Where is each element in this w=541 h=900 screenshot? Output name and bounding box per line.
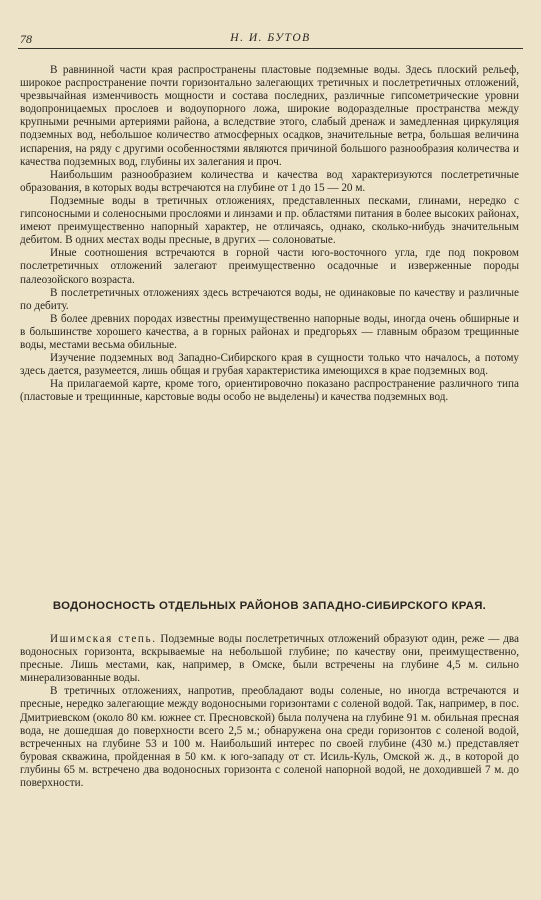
paragraph: В более древних породах известны преимущественно напорные воды, иногда очень обширные и в большинстве хорошего качества, а в горных районах и предгорьях — главным образом трещинные воды, местами весьма обильные. — [20, 312, 519, 351]
region-name: Ишимская степь. — [50, 633, 157, 645]
paragraph: На прилагаемой карте, кроме того, ориентировочно показано распространение различного типа (пластовые и трещинные, карстовые воды особо не выделены) и качества подземных вод. — [20, 378, 519, 404]
page-header — [18, 30, 523, 49]
paragraph: В равнинной части края распространены пластовые подземные воды. Здесь плоский рельеф, широкое распространение почти горизонтально залегающих третичных и послетретичных отложений, чрезвычайная изменчивость мощности и состава последних, различные гипсометрические уровни водопроницаемых прослоев и водоупорного ложа, широкие водоразделные пространства между крупными речными артериями района, а вследствие этого, слабый дренаж и замедленная циркуляция подземных вод, небольшое количество атмосферных осадков, значительные ветра, большая величина испарения, на ряду с другими особенностями являются причиной большого разнообразия количества и качества подземных вод, глубины их залегания и проч. — [20, 64, 519, 168]
paragraph: Наибольшим разнообразием количества и качества вод характеризуются послетретичные образования, в которых воды встречаются на глубине от 1 до 15 — 20 м. — [20, 168, 519, 194]
paragraph: Иные соотношения встречаются в горной части юго-восточного угла, где под покровом послетретичных отложений залегают преимущественно осадочные и изверженные породы палеозойского возраста. — [20, 247, 519, 286]
section-heading: ВОДОНОСНОСТЬ ОТДЕЛЬНЫХ РАЙОНОВ ЗАПАДНО-СИБИРСКОГО КРАЯ. — [52, 600, 487, 612]
paragraph: Изучение подземных вод Западно-Сибирского края в сущности только что началось, а потому здесь дается, разумеется, лишь общая и грубая характеристика имеющихся в крае подземных вод. — [20, 352, 519, 378]
running-head: Н. И. БУТОВ — [230, 32, 311, 44]
paragraph-text: Подземные воды послетретичных отложений образуют один, реже — два водоносных горизонта, вскрываемые на небольшой глубине; по качеству они, преимущественно, пресные. Лишь местами, как, например, в Омске, были встречены на глубине 4,5 м. сильно минерализованные воды. — [20, 633, 519, 685]
paragraph: В послетретичных отложениях здесь встречаются воды, не одинаковые по качеству и различные по дебиту. — [20, 286, 519, 312]
paragraph: В третичных отложениях, напротив, преобладают воды соленые, но иногда встречаются и пресные, нередко залегающие между водоносными горизонтами с соленой водой. Так, например, в пос. Дмитриевском (около 80 км. южнее ст. Пресновской) была получена на глубине 91 м. обильная пресная вода, не дошедшая до поверхности всего 2,5 м.; обнаружена она среди горизонтов с соленой водой, встреченных на глубине 53 и 100 м. Наибольший интерес по своей глубине (430 м.) представляет буровая скважина, пройденная в 50 км. к юго-западу от ст. Исиль-Куль, Омской ж. д., в которой до глубины 65 м. встречено два водоносных горизонта с соленой напорной водой, не доходившей 7 м. до поверхности. — [20, 685, 519, 790]
body-text-top — [20, 64, 519, 404]
paragraph — [20, 633, 519, 685]
body-text-section — [20, 633, 519, 790]
paragraph: Подземные воды в третичных отложениях, представленных песками, глинами, нередко с гипсоносными и соленосными прослоями и линзами и пр. областями питания в более высоких районах, имеют преимущественно напорный характер, не отличаясь, однако, сколько-нибудь значительным дебитом. В одних местах воды пресные, в других — солоноватые. — [20, 194, 519, 247]
page-number: 78 — [20, 32, 32, 46]
